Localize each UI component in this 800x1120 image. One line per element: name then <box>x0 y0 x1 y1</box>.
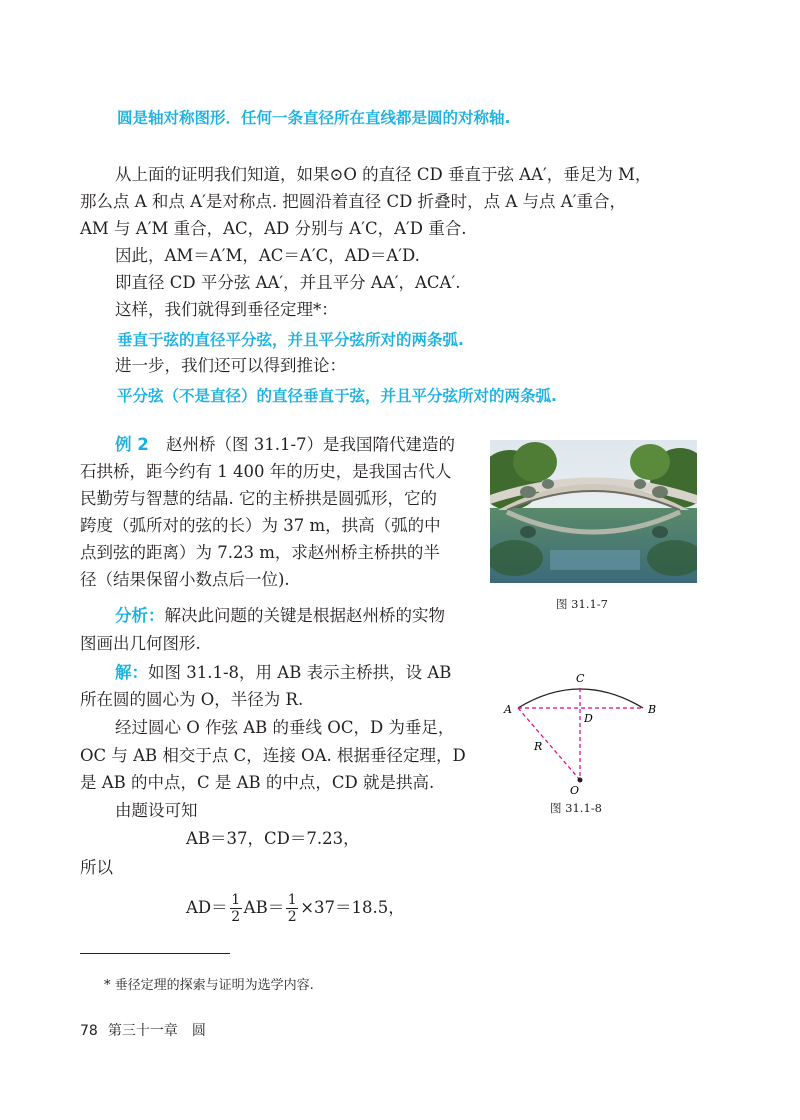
chapter-title: 第三十一章 圆 <box>107 1023 206 1039</box>
solution-line1 <box>115 663 451 683</box>
para1-line3: AM 与 A′M 重合，AC，AD 分别与 A′C，A′D 重合. <box>80 219 467 238</box>
para1-line2: 那么点 A 和点 A′是对称点. 把圆沿着直径 CD 折叠时，点 A 与点 A′重合， <box>80 192 626 211</box>
given-line: 由题设可知 <box>115 801 198 820</box>
further-line: 进一步，我们还可以得到推论： <box>115 356 346 375</box>
footnote-rule <box>80 953 230 954</box>
solution-text-2: 所在圆的圆心为 O，半径为 R. <box>80 690 304 709</box>
example-label: 例 2 <box>115 435 149 454</box>
footnote: * 垂径定理的探索与证明为选学内容. <box>104 978 314 993</box>
zhaozhou-bridge-photo <box>490 440 697 583</box>
equation-1: AB＝37，CD＝7.23， <box>186 829 360 848</box>
example-text-5: 点到弦的距离）为 7.23 m，求赵州桥主桥拱的半 <box>80 543 440 562</box>
figure-31-1-7-caption: 图 31.1-7 <box>556 597 608 611</box>
solution-label: 解： <box>115 663 148 682</box>
so-line: 所以 <box>80 858 113 877</box>
example-text-2: 石拱桥，距今约有 1 400 年的历史，是我国古代人 <box>80 462 452 481</box>
eq2-right: ×37＝18.5， <box>300 898 405 917</box>
solution-text-1: 如图 31.1-8，用 AB 表示主桥拱，设 AB <box>148 663 452 682</box>
page-number: 78 <box>80 1023 98 1039</box>
theorem-intro-line: 这样，我们就得到垂径定理*： <box>115 300 338 319</box>
label-r: R <box>534 740 543 753</box>
fraction-half-2: $\frac{1}{2}$ <box>287 892 297 925</box>
solution-text-3: 经过圆心 O 作弦 AB 的垂线 OC，D 为垂足， <box>115 718 455 737</box>
frac-num: 1 <box>231 892 241 908</box>
analysis-line1 <box>115 606 445 626</box>
fraction-half <box>230 892 242 925</box>
example-text-3: 民勤劳与智慧的结晶. 它的主桥拱是圆弧形，它的 <box>80 489 437 508</box>
example-text-6: 径（结果保留小数点后一位). <box>80 570 290 589</box>
frac-den: 2 <box>231 909 241 925</box>
label-d: D <box>584 712 593 725</box>
bisect-line: 即直径 CD 平分弦 AA′，并且平分 AA′，ACA′. <box>115 273 461 292</box>
equation-2 <box>186 892 405 925</box>
solution-text-5: 是 AB 的中点，C 是 AB 的中点，CD 就是拱高. <box>80 773 435 792</box>
para1-line1: 从上面的证明我们知道，如果⊙O 的直径 CD 垂直于弦 AA′，垂足为 M， <box>115 165 652 184</box>
eq2-left: AD＝ <box>186 898 228 917</box>
page-footer <box>80 1020 206 1040</box>
label-o: O <box>570 784 580 797</box>
solution-text-4: OC 与 AB 相交于点 C，连接 OA. 根据垂径定理，D <box>80 746 466 765</box>
eq2-mid: AB＝ <box>243 898 285 917</box>
figure-31-1-8 <box>500 668 670 798</box>
corollary: 平分弦（不是直径）的直径垂直于弦，并且平分弦所对的两条弧. <box>117 387 557 405</box>
analysis-text-1: 解决此问题的关键是根据赵州桥的实物 <box>164 606 445 625</box>
example-first-line <box>115 435 455 455</box>
example-text-4: 跨度（弧所对的弦的长）为 37 m，拱高（弧的中 <box>80 516 441 535</box>
therefore-line: 因此，AM＝A′M，AC＝A′C，AD＝A′D. <box>115 246 420 265</box>
label-a: A <box>504 703 512 716</box>
center-o-dot <box>578 778 583 783</box>
label-b: B <box>648 703 657 716</box>
example-text-1: 赵州桥（图 31.1-7）是我国隋代建造的 <box>165 435 456 454</box>
perpendicular-theorem: 垂直于弦的直径平分弦，并且平分弦所对的两条弧. <box>117 331 464 349</box>
analysis-text-2: 图画出几何图形. <box>80 634 201 653</box>
analysis-label: 分析： <box>115 606 165 625</box>
symmetry-theorem: 圆是轴对称图形．任何一条直径所在直线都是圆的对称轴. <box>117 109 511 127</box>
label-c: C <box>576 672 585 685</box>
radius-oa <box>518 708 580 780</box>
figure-31-1-8-caption: 图 31.1-8 <box>550 801 602 815</box>
